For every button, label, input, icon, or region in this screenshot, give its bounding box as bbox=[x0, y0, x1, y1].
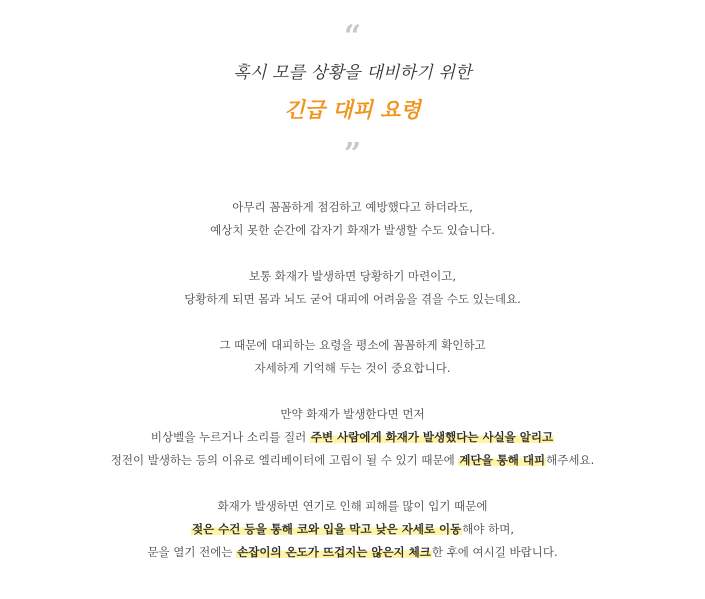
section-subtitle: 혹시 모를 상황을 대비하기 위한 bbox=[233, 63, 472, 83]
paragraph bbox=[0, 265, 705, 311]
body-text: 비상벨을 누르거나 소리를 질러 bbox=[150, 430, 310, 444]
section-title: 긴급 대피 요령 bbox=[284, 98, 421, 122]
paragraph bbox=[0, 196, 705, 242]
paragraph-line bbox=[0, 196, 705, 219]
paragraph-line bbox=[0, 265, 705, 288]
paragraph-line bbox=[0, 403, 705, 426]
body-text: 아무리 꼼꼼하게 점검하고 예방했다고 하더라도, bbox=[232, 200, 473, 214]
highlighted-text: 계단을 통해 대피 bbox=[459, 453, 546, 467]
paragraph-line bbox=[0, 334, 705, 357]
body-text: 해주세요. bbox=[546, 453, 595, 467]
body-text: 예상치 못한 순간에 갑자기 화재가 발생할 수도 있습니다. bbox=[210, 223, 495, 237]
highlighted-text: 주변 사람에게 화재가 발생했다는 사실을 알리고 bbox=[310, 430, 554, 444]
body-text: 만약 화재가 발생한다면 먼저 bbox=[280, 407, 425, 421]
body-text: 화재가 발생하면 연기로 인해 피해를 많이 입기 때문에 bbox=[217, 499, 488, 513]
paragraph-line bbox=[0, 219, 705, 242]
highlighted-text: 손잡이의 온도가 뜨겁지는 않은지 체크 bbox=[237, 545, 431, 559]
body-text: 문을 열기 전에는 bbox=[147, 545, 237, 559]
paragraph bbox=[0, 403, 705, 472]
paragraph-line bbox=[0, 288, 705, 311]
paragraph-line bbox=[0, 357, 705, 380]
body-text: 자세하게 기억해 두는 것이 중요합니다. bbox=[254, 361, 451, 375]
highlighted-text: 젖은 수건 등을 통해 코와 입을 막고 낮은 자세로 이동 bbox=[191, 522, 462, 536]
paragraph bbox=[0, 495, 705, 564]
article-body bbox=[0, 196, 705, 587]
paragraph-line bbox=[0, 449, 705, 472]
paragraph bbox=[0, 334, 705, 380]
paragraph-line bbox=[0, 541, 705, 564]
close-quote-mark: ” bbox=[343, 137, 362, 172]
body-text: 해야 하며, bbox=[462, 522, 515, 536]
body-text: 그 때문에 대피하는 요령을 평소에 꼼꼼하게 확인하고 bbox=[219, 338, 486, 352]
paragraph-line bbox=[0, 426, 705, 449]
body-text: 한 후에 여시길 바랍니다. bbox=[431, 545, 558, 559]
paragraph-line bbox=[0, 518, 705, 541]
body-text: 보통 화재가 발생하면 당황하기 마련이고, bbox=[248, 269, 457, 283]
paragraph-line bbox=[0, 495, 705, 518]
open-quote-mark: “ bbox=[343, 19, 362, 54]
body-text: 정전이 발생하는 등의 이유로 엘리베이터에 고립이 될 수 있기 때문에 bbox=[110, 453, 459, 467]
body-text: 당황하게 되면 몸과 뇌도 굳어 대피에 어려움을 겪을 수도 있는데요. bbox=[184, 292, 521, 306]
